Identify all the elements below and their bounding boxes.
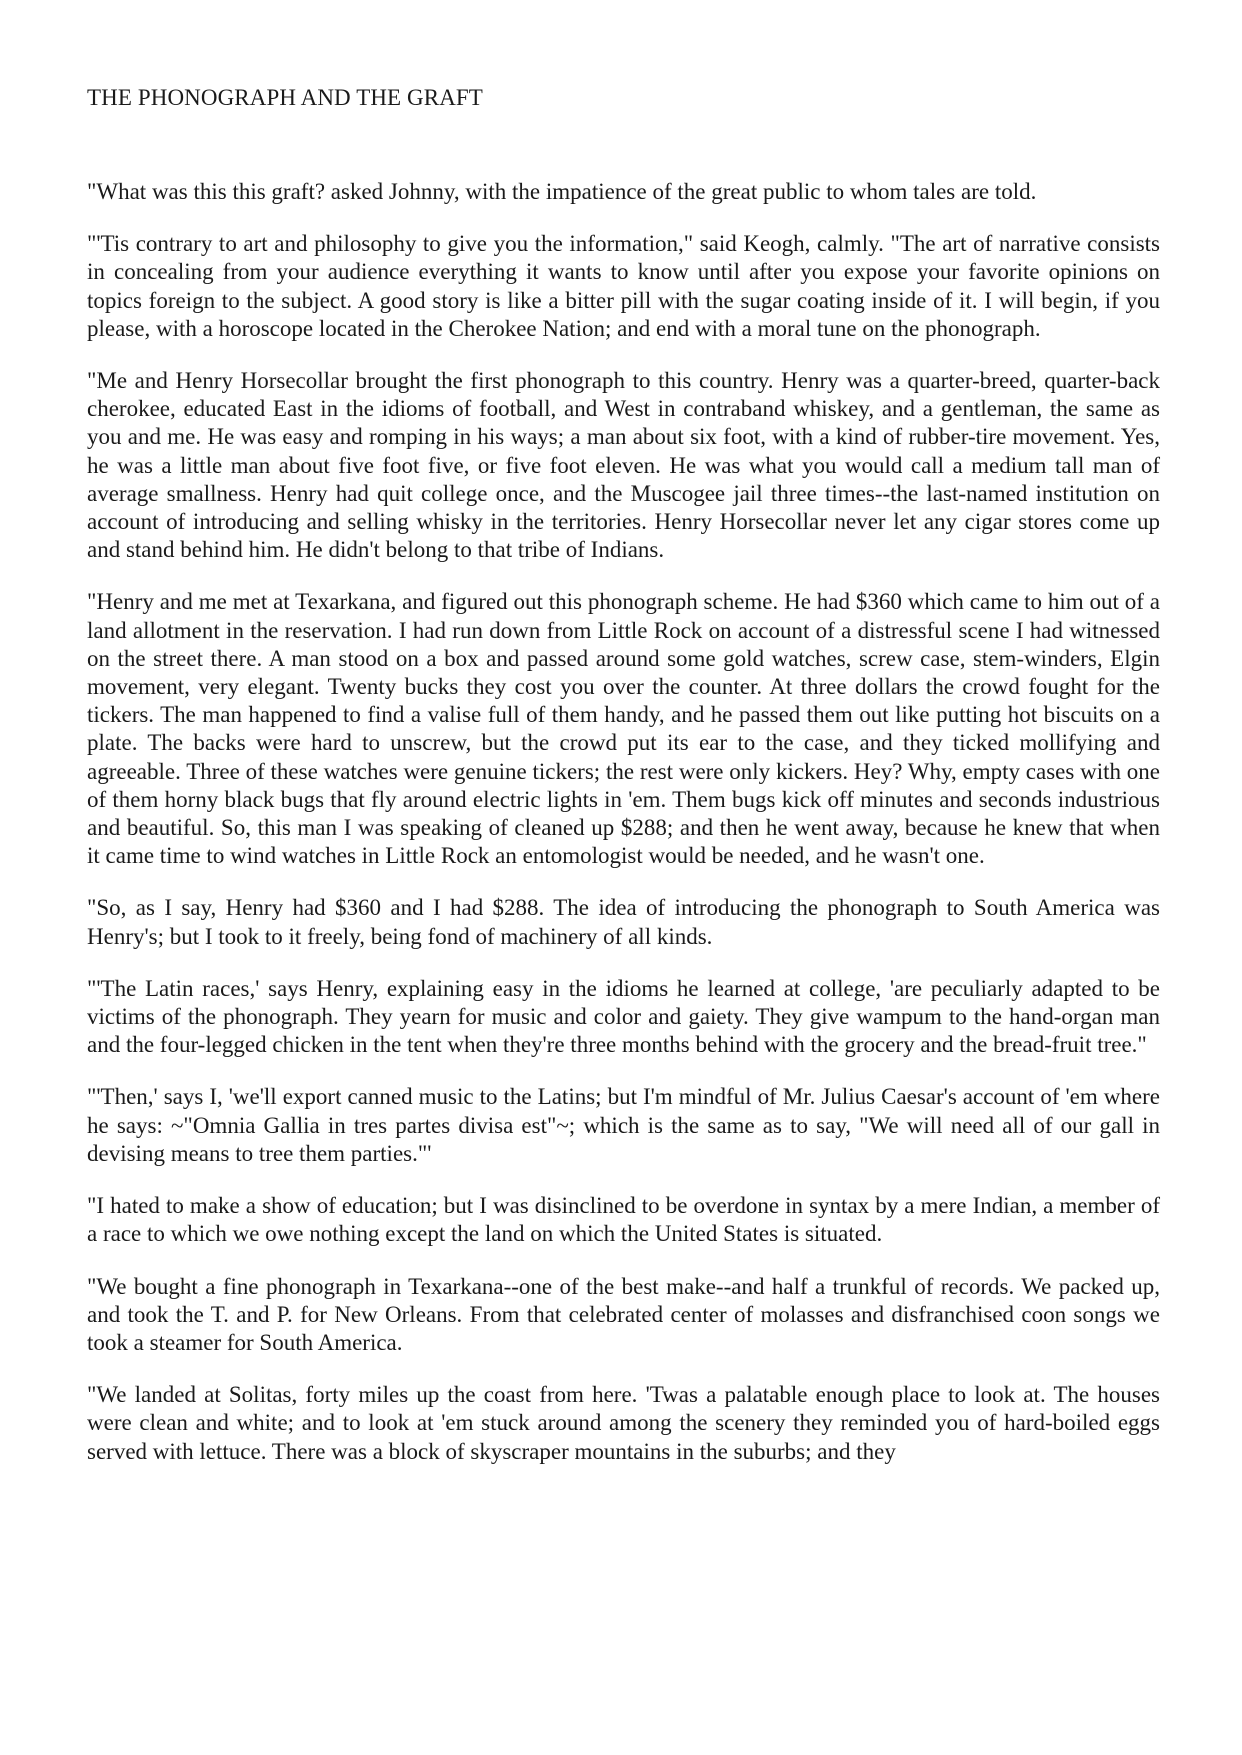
document-page — [87, 0, 1160, 1466]
paragraph: "We bought a fine phonograph in Texarkana--one of the best make--and half a trunkful of records. We packed up, and took the T. and P. for New Orleans. From that celebrated center of molasses and disfranchised coon songs we took a steamer for South America. — [87, 1273, 1160, 1355]
paragraph: "So, as I say, Henry had $360 and I had $288. The idea of introducing the phonograph to South America was Henry's; but I took to it freely, being fond of machinery of all kinds. — [87, 895, 1160, 949]
paragraph: "What was this this graft? asked Johnny, with the impatience of the great public to whom tales are told. — [87, 179, 1037, 204]
paragraph: "'The Latin races,' says Henry, explaining easy in the idioms he learned at college, 'are peculiarly adapted to be victims of the phonograph. They yearn for music and color and gaiety. They give wampum to the hand-organ man and the four-legged chicken in the tent when they're three months behind with the grocery and the bread-fruit tree." — [87, 975, 1160, 1058]
chapter-title: THE PHONOGRAPH AND THE GRAFT — [87, 85, 483, 110]
chapter-body — [87, 178, 1160, 1466]
paragraph: "'Then,' says I, 'we'll export canned music to the Latins; but I'm mindful of Mr. Julius Caesar's account of 'em where he says: ~"Omnia Gallia in tres partes divisa est"~; which is the same as to say, "We will need all of our gall in devising means to tree them parties."' — [87, 1084, 1160, 1166]
paragraph: "Me and Henry Horsecollar brought the first phonograph to this country. Henry was a quarter-breed, quarter-back cherokee, educated East in the idioms of football, and West in contraband whiskey, and a gentleman, the same as you and me. He was easy and romping in his ways; a man about six foot, with a kind of rubber-tire movement. Yes, he was a little man about five foot five, or five foot eleven. He was what you would call a medium tall man of average smallness. Henry had quit college once, and the Muscogee jail three times--the last-named institution on account of introducing and selling whisky in the territories. Henry Horsecollar never let any cigar stores come up and stand behind him. He didn't belong to that tribe of Indians. — [87, 368, 1160, 563]
paragraph: "I hated to make a show of education; but I was disinclined to be overdone in syntax by a mere Indian, a member of a race to which we owe nothing except the land on which the United States is situated. — [87, 1193, 1160, 1247]
paragraph: "'Tis contrary to art and philosophy to give you the information," said Keogh, calmly. "The art of narrative consists in concealing from your audience everything it wants to know until after you expose your favorite opinions on topics foreign to the subject. A good story is like a bitter pill with the sugar coating inside of it. I will begin, if you please, with a horoscope located in the Cherokee Nation; and end with a moral tune on the phonograph. — [87, 231, 1160, 341]
paragraph: "We landed at Solitas, forty miles up the coast from here. 'Twas a palatable enough place to look at. The houses were clean and white; and to look at 'em stuck around among the scenery they reminded you of hard-boiled eggs served with lettuce. There was a block of skyscraper mountains in the suburbs; and they — [87, 1382, 1160, 1464]
paragraph: "Henry and me met at Texarkana, and figured out this phonograph scheme. He had $360 which came to him out of a land allotment in the reservation. I had run down from Little Rock on account of a distressful scene I had witnessed on the street there. A man stood on a box and passed around some gold watches, screw case, stem-winders, Elgin movement, very elegant. Twenty bucks they cost you over the counter. At three dollars the crowd fought for the tickers. The man happened to find a valise full of them handy, and he passed them out like putting hot biscuits on a plate. The backs were hard to unscrew, but the crowd put its ear to the case, and they ticked mollifying and agreeable. Three of these watches were genuine tickers; the rest were only kickers. Hey? Why, empty cases with one of them horny black bugs that fly around electric lights in 'em. Them bugs kick off minutes and seconds industrious and beautiful. So, this man I was speaking of cleaned up $288; and then he went away, because he knew that when it came time to wind watches in Little Rock an entomologist would be needed, and he wasn't one. — [87, 589, 1160, 869]
